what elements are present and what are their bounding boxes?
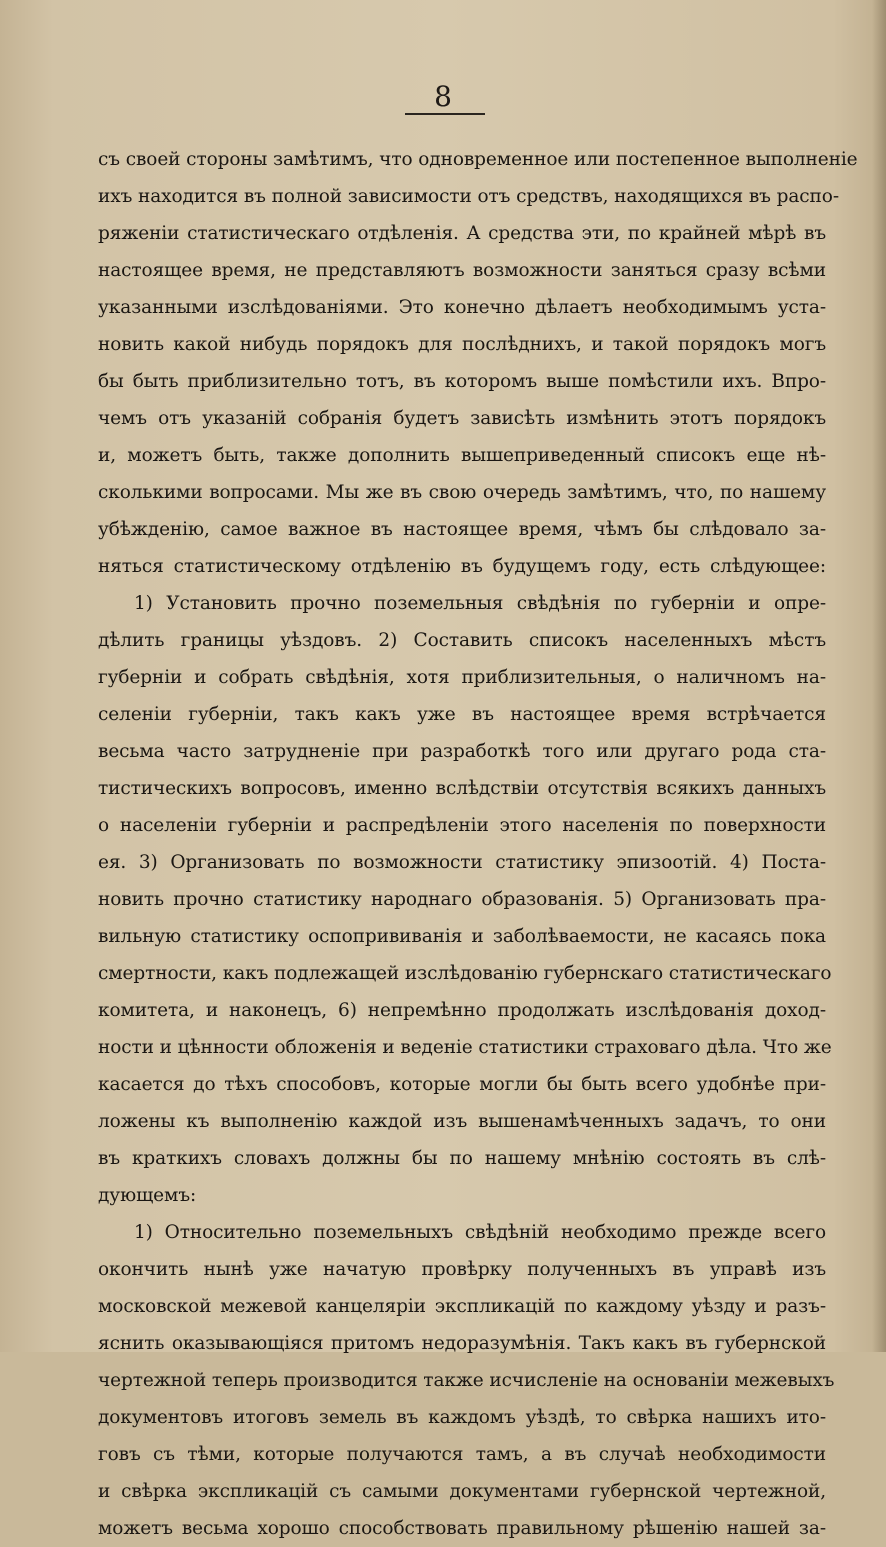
text-line: вильную статистику оспопрививанія и заболѣваемости, не касаясь пока [98,926,826,947]
text-line: и свѣрка экспликацій съ самыми документами губернской чертежной, [98,1481,826,1502]
text-line: дѣлить границы уѣздовъ. 2) Составить списокъ населенныхъ мѣстъ [98,630,826,651]
text-line: новить какой нибудь порядокъ для послѣднихъ, и такой порядокъ могъ [98,334,826,355]
text-line: ложены къ выполненію каждой изъ вышенамѣченныхъ задачъ, то они [98,1111,826,1132]
text-line: документовъ итоговъ земель въ каждомъ уѣздѣ, то свѣрка нашихъ ито- [98,1407,826,1428]
text-line: окончить нынѣ уже начатую провѣрку полученныхъ въ управѣ изъ [98,1259,826,1280]
text-line: въ краткихъ словахъ должны бы по нашему мнѣнію состоять въ слѣ- [98,1148,826,1169]
text-line: бы быть приблизительно тотъ, въ которомъ выше помѣстили ихъ. Впро- [98,371,826,392]
text-line: сколькими вопросами. Мы же въ свою очередь замѣтимъ, что, по нашему [98,482,826,503]
text-line: няться статистическому отдѣленію въ будущемъ году, есть слѣдующее: [98,556,826,577]
text-line: настоящее время, не представляютъ возможности заняться сразу всѣми [98,260,826,281]
page-edge-shadow [872,0,886,1352]
text-line: дующемъ: [98,1185,197,1206]
text-line: и, можетъ быть, также дополнить вышеприведенный списокъ еще нѣ- [98,445,826,466]
text-line: указанными изслѣдованіями. Это конечно дѣлаетъ необходимымъ уста- [98,297,826,318]
text-line: ряженіи статистическаго отдѣленія. А средства эти, по крайней мѣрѣ въ [98,223,826,244]
text-line: ихъ находится въ полной зависимости отъ средствъ, находящихся въ распо- [98,186,839,207]
text-line: комитета, и наконецъ, 6) непремѣнно продолжать изслѣдованія доход- [98,1000,826,1021]
text-line: селеніи губерніи, такъ какъ уже въ настоящее время встрѣчается [98,704,826,725]
body-text [98,141,858,1547]
text-line: новить прочно статистику народнаго образованія. 5) Организовать пра- [98,889,826,910]
text-line: смертности, какъ подлежащей изслѣдованію губернскаго статистическаго [98,963,832,984]
text-line: 1) Установить прочно поземельныя свѣдѣнія по губерніи и опре- [134,593,826,614]
text-line: убѣжденію, самое важное въ настоящее время, чѣмъ бы слѣдовало за- [98,519,826,540]
text-line: о населеніи губерніи и распредѣленіи этого населенія по поверхности [98,815,826,836]
text-line: яснить оказывающіяся притомъ недоразумѣнія. Такъ какъ въ губернской [98,1333,826,1354]
page-number: 8 [434,80,452,113]
text-line: ности и цѣнности обложенія и веденіе статистики страховаго дѣла. Что же [98,1037,832,1058]
text-line: тистическихъ вопросовъ, именно вслѣдствіи отсутствія всякихъ данныхъ [98,778,826,799]
text-line: ея. 3) Организовать по возможности статистику эпизоотій. 4) Поста- [98,852,826,873]
text-line: 1) Относительно поземельныхъ свѣдѣній необходимо прежде всего [134,1222,826,1243]
page-number-rule [405,113,485,115]
text-line: губерніи и собрать свѣдѣнія, хотя приблизительныя, о наличномъ на- [98,667,826,688]
text-line: можетъ весьма хорошо способствовать правильному рѣшенію нашей за- [98,1518,826,1539]
text-line: говъ съ тѣми, которые получаются тамъ, а въ случаѣ необходимости [98,1444,826,1465]
text-line: весьма часто затрудненіе при разработкѣ того или другаго рода ста- [98,741,826,762]
text-line: чемъ отъ указаній собранія будетъ зависѣть измѣнить этотъ порядокъ [98,408,826,429]
text-line: чертежной теперь производится также исчисленіе на основаніи межевыхъ [98,1370,835,1391]
text-line: московской межевой канцеляріи экспликацій по каждому уѣзду и разъ- [98,1296,826,1317]
text-line: касается до тѣхъ способовъ, которые могли бы быть всего удобнѣе при- [98,1074,826,1095]
text-line: съ своей стороны замѣтимъ, что одновременное или постепенное выполненіе [98,149,858,170]
